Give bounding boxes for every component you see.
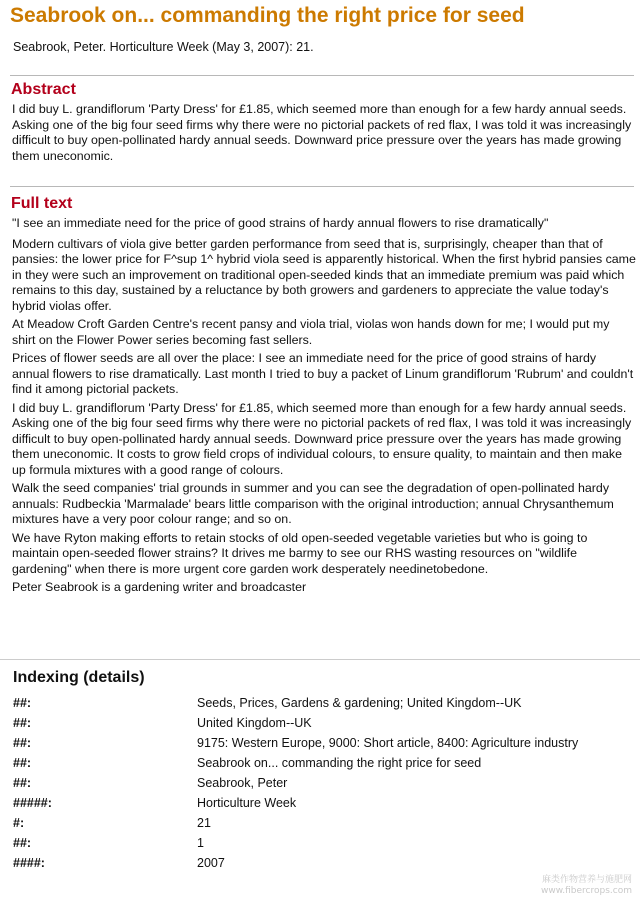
full-text-body xyxy=(12,216,636,599)
indexing-row xyxy=(13,716,613,731)
watermark-site-name: 麻类作物营养与施肥网 xyxy=(541,875,632,885)
full-text-paragraph: Modern cultivars of viola give better garden performance from seed that is, surprisingly, cheaper than that of pansies: the lower price for F^sup 1^ hybrid viola seed is apparently historical. When the first hybrid pansies came in they were such an improvement on traditional open-seeded kinds that an immediate premium was paid which remains to this day, sustained by a reluctance by both growers and gardeners to appreciate the value today's hybrid violas offer. xyxy=(12,236,636,313)
indexing-value: United Kingdom--UK xyxy=(197,716,312,730)
indexing-value: 21 xyxy=(197,816,211,830)
indexing-value: Horticulture Week xyxy=(197,796,297,810)
indexing-label: #####: xyxy=(13,796,52,810)
indexing-row xyxy=(13,856,613,871)
full-text-heading: Full text xyxy=(11,195,73,212)
abstract-body xyxy=(12,102,636,167)
indexing-row xyxy=(13,836,613,851)
indexing-value: Seabrook, Peter xyxy=(197,776,288,790)
indexing-label: ##: xyxy=(13,716,32,730)
full-text-paragraph: "I see an immediate need for the price of good strains of hardy annual flowers to rise dramatically" xyxy=(12,216,549,230)
indexing-section xyxy=(0,659,640,901)
article-title: Seabrook on... commanding the right price for seed xyxy=(10,4,525,27)
indexing-label: ##: xyxy=(13,736,32,750)
full-text-paragraph: At Meadow Croft Garden Centre's recent pansy and viola trial, violas won hands down for me; I would put my shirt on the Flower Power series becoming fast sellers. xyxy=(12,317,610,347)
article-citation: Seabrook, Peter. Horticulture Week (May 3, 2007): 21. xyxy=(13,40,314,54)
indexing-label: ##: xyxy=(13,756,32,770)
abstract-heading: Abstract xyxy=(11,81,76,98)
site-watermark xyxy=(541,875,632,897)
indexing-value: 9175: Western Europe, 9000: Short article, 8400: Agriculture industry xyxy=(197,736,579,750)
indexing-value: Seeds, Prices, Gardens & gardening; United Kingdom--UK xyxy=(197,696,522,710)
author-note: Peter Seabrook is a gardening writer and broadcaster xyxy=(12,580,307,594)
indexing-value: 1 xyxy=(197,836,204,850)
indexing-row xyxy=(13,796,613,811)
indexing-label: ##: xyxy=(13,836,32,850)
full-text-divider xyxy=(10,186,634,187)
indexing-label: ##: xyxy=(13,696,32,710)
indexing-label: ##: xyxy=(13,776,32,790)
full-text-paragraph: Walk the seed companies' trial grounds in summer and you can see the degradation of open-pollinated hardy annuals: Rudbeckia 'Marmalade' bears little comparison with the original introduction; annual Chrysanthemum mixtures have a very poor colour range; and so on. xyxy=(12,481,614,526)
full-text-paragraph: Prices of flower seeds are all over the place: I see an immediate need for the price of good strains of hardy annual flowers to rise dramatically. Last month I tried to buy a packet of Linum grandiflorum 'Rubrum' and couldn't find it among pictorial packets. xyxy=(12,351,634,396)
indexing-label: ####: xyxy=(13,856,45,870)
indexing-heading: Indexing (details) xyxy=(13,669,145,686)
indexing-value: Seabrook on... commanding the right price for seed xyxy=(197,756,482,770)
indexing-row xyxy=(13,756,613,771)
full-text-paragraph: I did buy L. grandiflorum 'Party Dress' for £1.85, which seemed more than enough for a few hardy annual seeds. Asking one of the big four seed firms why there were no pictorial packets of red flax, I was told it was increasingly difficult to buy open-pollinated hardy annual seeds. Downward price pressure over the years has made growing them uneconomic. It costs to grow field crops of individual colours, to ensure quality, to maintain and then make up formula mixtures with a good range of colours. xyxy=(12,400,632,477)
indexing-row xyxy=(13,816,613,831)
indexing-row xyxy=(13,696,613,711)
abstract-text: I did buy L. grandiflorum 'Party Dress' for £1.85, which seemed more than enough for a few hardy annual seeds. Asking one of the big four seed firms why there were no pictorial packets of red flax, I was told it was increasingly difficult to buy open-pollinated hardy annual seeds. Downward price pressure over the years has made growing them uneconomic. xyxy=(12,102,632,163)
full-text-paragraph: We have Ryton making efforts to retain stocks of old open-seeded vegetable varieties but who is going to maintain open-seeded flower strains? It drives me barmy to see our RHS wasting resources on "wildlife gardening" when there is more urgent core garden work desperately needinetobedone. xyxy=(12,530,588,576)
indexing-row xyxy=(13,736,613,751)
indexing-value: 2007 xyxy=(197,856,225,870)
indexing-table xyxy=(13,696,613,876)
watermark-url: www.fibercrops.com xyxy=(541,886,632,896)
abstract-divider xyxy=(10,75,634,76)
indexing-row xyxy=(13,776,613,791)
indexing-label: #: xyxy=(13,816,25,830)
